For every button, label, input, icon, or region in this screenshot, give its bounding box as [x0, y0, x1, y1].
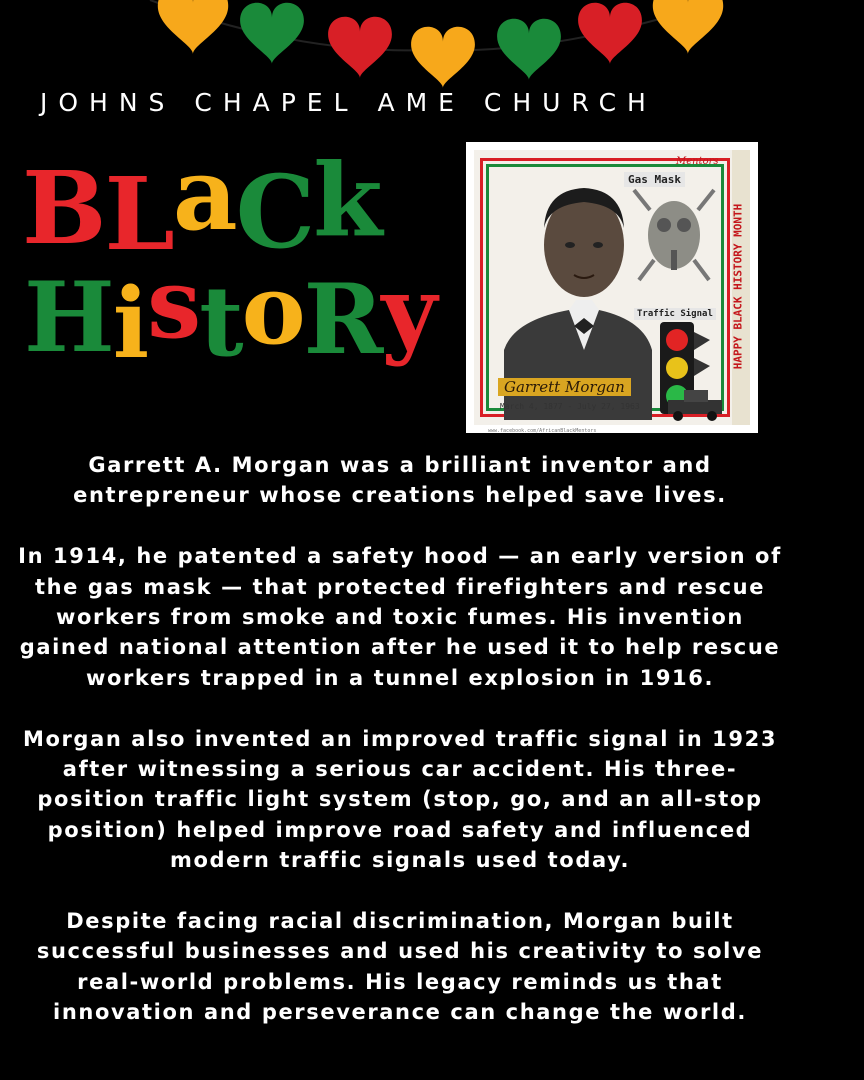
black-history-month-banner: HAPPY BLACK HISTORY MONTH — [731, 203, 745, 370]
black-letter: L — [104, 155, 173, 273]
life-dates: March 4, 1877 - July 27, 1963 — [500, 402, 640, 411]
black-history-title — [22, 135, 436, 380]
history-letter: s — [147, 247, 200, 360]
heart-icon — [158, 0, 228, 54]
traffic-signal-label: Traffic Signal — [634, 308, 716, 320]
black-letter: k — [313, 141, 381, 259]
black-letter: C — [235, 153, 314, 271]
heart-icon — [497, 19, 561, 80]
poster-inner — [474, 150, 750, 434]
paragraph-intro: Garrett A. Morgan was a brilliant inventor and entrepreneur whose creations helped save lives. — [73, 453, 727, 508]
history-letter: o — [241, 253, 304, 366]
paragraph-gas-mask: In 1914, he patented a safety hood — an early version of the gas mask — that protected firefighters and rescue workers from smoke and toxic fumes. His invention gained national attention after he used it to help rescue workers trapped in a tunnel explosion in 1916. — [18, 544, 782, 690]
history-letter: i — [112, 267, 148, 380]
title-line-history — [24, 247, 436, 380]
source-url: www.facebook.com/AfricanBlackMentors — [488, 428, 597, 434]
title-line-black — [22, 135, 381, 273]
heart-icon — [653, 0, 723, 54]
paragraph-legacy: Despite facing racial discrimination, Morgan built successful businesses and used his creativity to solve real-world problems. His legacy reminds us that innovation and perseverance can change the world. — [36, 909, 764, 1025]
history-letter: H — [24, 261, 113, 374]
history-letter: t — [199, 265, 242, 378]
heart-icon — [328, 17, 392, 78]
heart-icon — [411, 27, 475, 88]
gas-mask-icon — [634, 190, 714, 280]
paragraph-traffic-signal: Morgan also invented an improved traffic signal in 1923 after witnessing a serious car accident. His three-position traffic light system (stop, go, and an all-stop position) helped improve road safety and influenced modern traffic signals used today. — [22, 726, 778, 873]
mentors-label: Mentors — [676, 156, 719, 167]
gas-mask-label: Gas Mask — [624, 172, 685, 187]
black-letter: B — [22, 149, 105, 267]
heart-garland — [0, 0, 864, 100]
heart-icon — [578, 3, 642, 64]
heart-icon — [240, 3, 304, 64]
garrett-morgan-poster — [466, 142, 758, 433]
church-name: JOHNS CHAPEL AME CHURCH — [40, 88, 657, 117]
signature: Garrett Morgan — [498, 378, 631, 396]
history-letter: y — [381, 255, 436, 368]
history-letter: R — [303, 263, 382, 376]
black-letter: a — [172, 135, 236, 253]
biography-text — [10, 450, 790, 1028]
